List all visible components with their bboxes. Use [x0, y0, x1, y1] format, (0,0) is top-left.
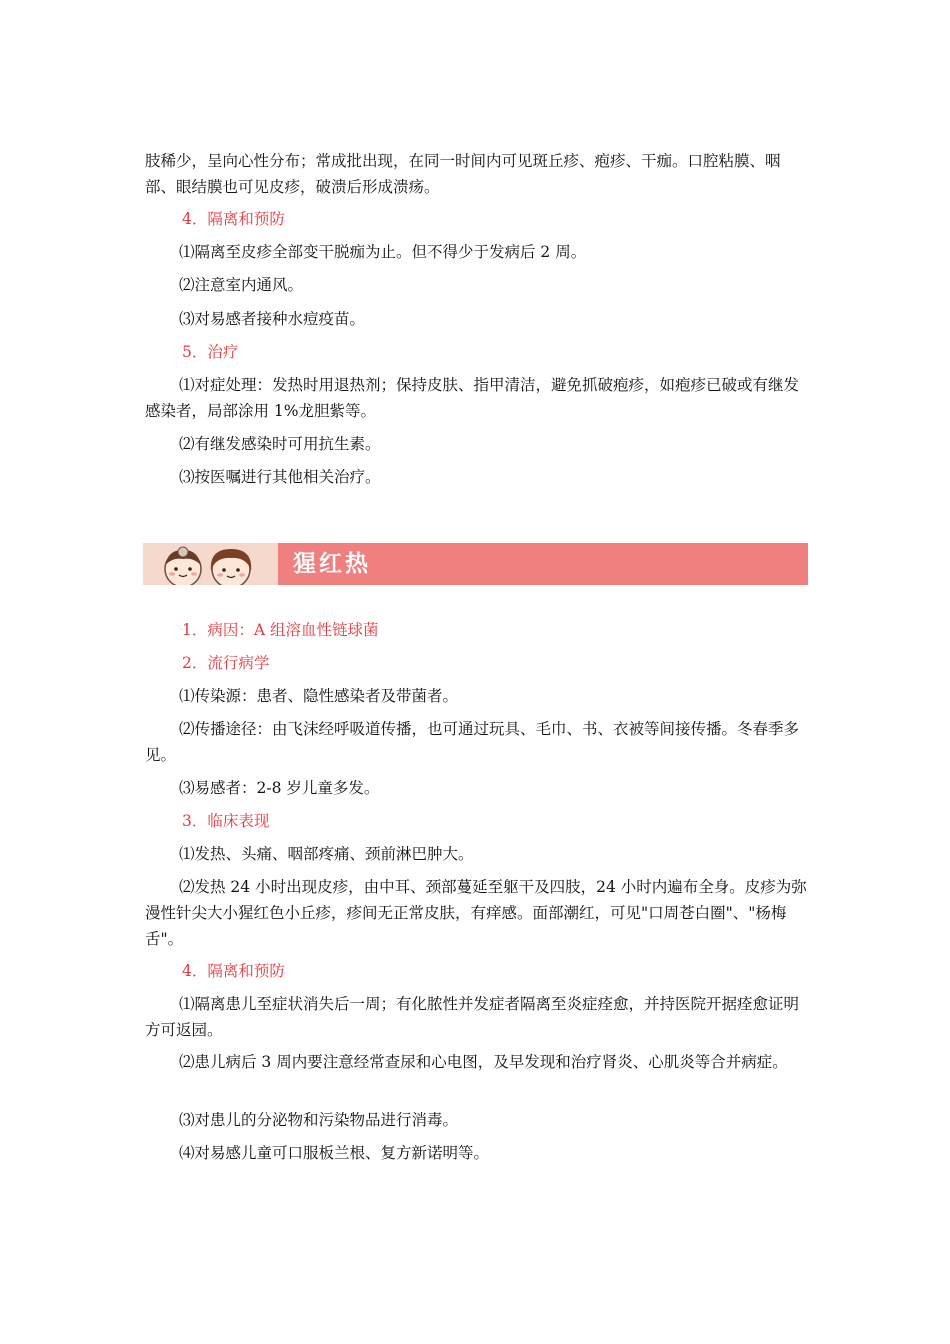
scarlet-isolation-heading: 4．隔离和预防 — [182, 962, 285, 980]
clinical-heading: 3．临床表现 — [182, 812, 270, 830]
scarlet-isolation-item: ⑶对患儿的分泌物和污染物品进行消毒。 — [179, 1111, 459, 1129]
varicella-treatment-item: ⑴对症处理：发热时用退热剂；保持皮肤、指甲清洁，避免抓破疱疹，如疱疹已破或有继发感染者，局部涂用 1%龙胆紫等。 — [145, 376, 800, 420]
cause-heading: 1．病因：A 组溶血性链球菌 — [182, 621, 379, 639]
epidemiology-item: ⑵传播途径：由飞沫经呼吸道传播，也可通过玩具、毛巾、书、衣被等间接传播。冬春季多见。 — [145, 720, 800, 764]
varicella-isolation-item: ⑶对易感者接种水痘疫苗。 — [179, 310, 366, 328]
scarlet-isolation-item: ⑵患儿病后 3 周内要注意经常查尿和心电图，及早发现和治疗肾炎、心肌炎等合并病症。 — [179, 1053, 788, 1071]
cartoon-faces-icon — [143, 543, 278, 585]
varicella-treatment-heading: 5．治疗 — [182, 343, 239, 361]
scarlet-isolation-item: ⑷对易感儿童可口服板兰根、复方新诺明等。 — [179, 1144, 490, 1162]
varicella-isolation-item: ⑵注意室内通风。 — [179, 276, 304, 294]
clinical-item: ⑵发热 24 小时出现皮疹，由中耳、颈部蔓延至躯干及四肢，24 小时内遍布全身。皮疹为弥漫性针尖大小猩红色小丘疹，疹间无正常皮肤，有痒感。面部潮红，可见"口周苍白圈"、"杨梅舌"。 — [145, 878, 807, 948]
epidemiology-heading: 2．流行病学 — [182, 654, 270, 672]
scarlet-isolation-item: ⑴隔离患儿至症状消失后一周；有化脓性并发症者隔离至炎症痊愈，并持医院开据痊愈证明方可返园。 — [145, 995, 800, 1039]
varicella-isolation-item: ⑴隔离至皮疹全部变干脱痂为止。但不得少于发病后 2 周。 — [179, 243, 587, 261]
epidemiology-item: ⑴传染源：患者、隐性感染者及带菌者。 — [179, 687, 459, 705]
varicella-isolation-heading: 4．隔离和预防 — [182, 210, 285, 228]
clinical-item: ⑴发热、头痛、咽部疼痛、颈前淋巴肿大。 — [179, 845, 474, 863]
section-title: 猩红热 — [293, 551, 371, 577]
continuation-line-1: 肢稀少，呈向心性分布；常成批出现，在同一时间内可见斑丘疹、疱疹、干痂。口腔粘膜、咽 — [145, 152, 781, 170]
epidemiology-item: ⑶易感者：2-8 岁儿童多发。 — [179, 779, 380, 797]
varicella-treatment-item: ⑶按医嘱进行其他相关治疗。 — [179, 468, 381, 486]
continuation-line-2: 部、眼结膜也可见皮疹，破溃后形成溃疡。 — [145, 178, 440, 196]
varicella-treatment-item: ⑵有继发感染时可用抗生素。 — [179, 435, 381, 453]
section-banner — [143, 543, 808, 585]
